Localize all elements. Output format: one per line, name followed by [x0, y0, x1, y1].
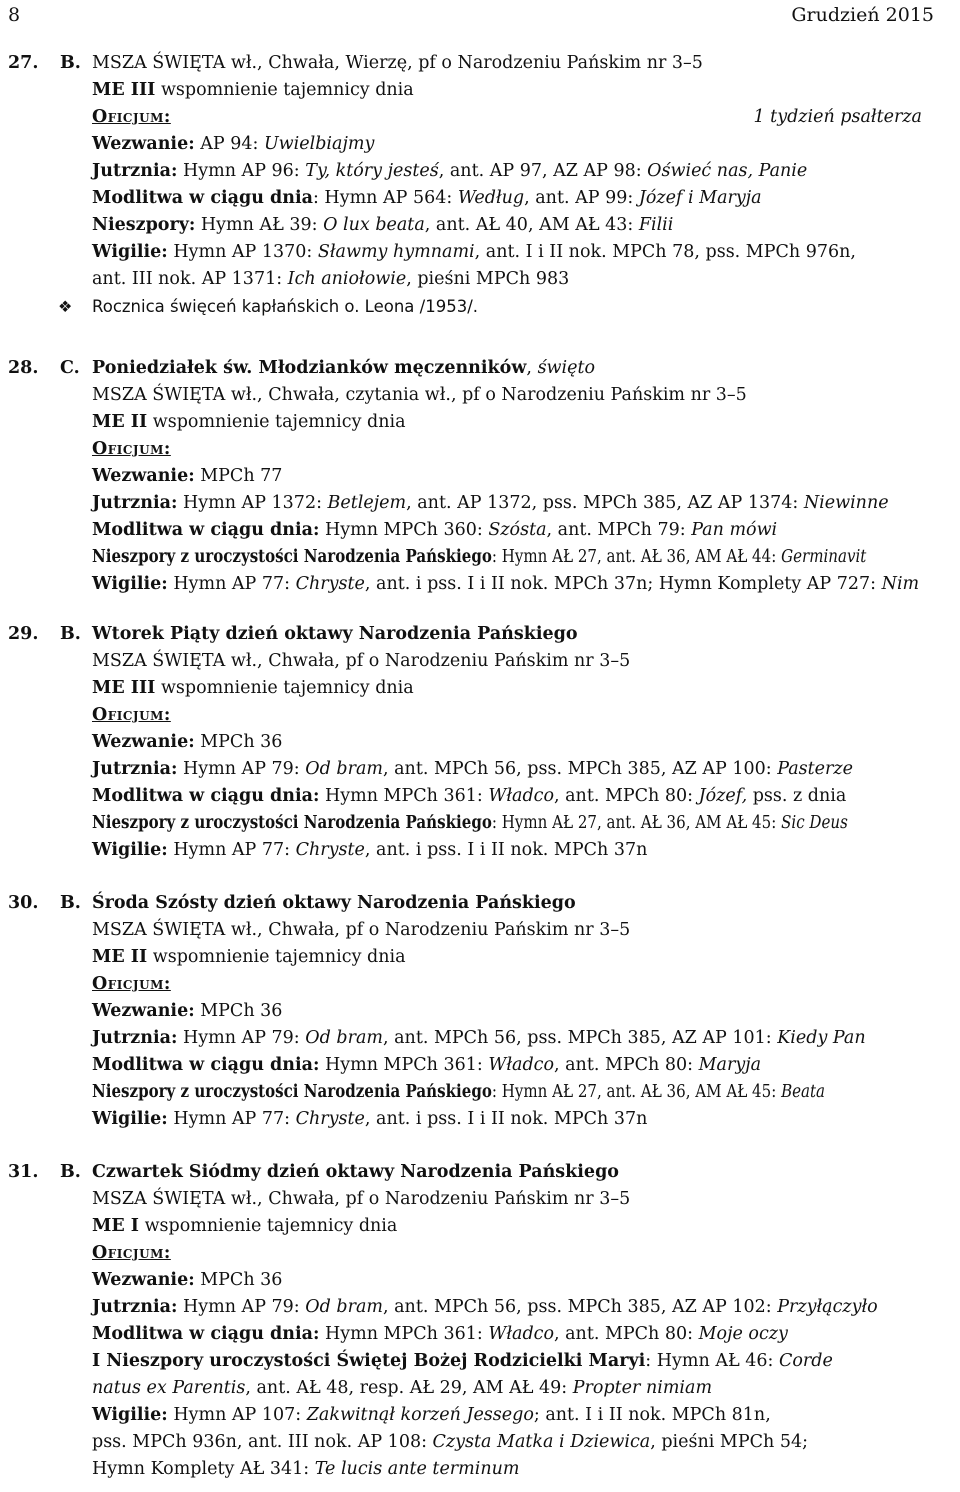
- entry-line: [92, 998, 946, 1025]
- line-italic: Pasterze: [777, 759, 853, 779]
- page-header: [0, 0, 960, 32]
- line-text: ; ant. I i II nok. MPCh 81n,: [533, 1405, 771, 1425]
- line-italic: Corde: [778, 1351, 833, 1371]
- line-italic: Józef,: [698, 786, 748, 806]
- day-number: 28.: [8, 358, 39, 378]
- oficjum-label: Oficjum:: [92, 439, 171, 459]
- line-label: Nieszpory:: [92, 215, 196, 235]
- line-italic: Niewinne: [803, 493, 889, 513]
- entry-line: [92, 1375, 946, 1402]
- line-text: MSZA ŚWIĘTA wł., Chwała, pf o Narodzeniu Pańskim nr 3–5: [92, 920, 631, 940]
- entry-line: [92, 944, 946, 971]
- line-label: Modlitwa w ciągu dnia: [92, 188, 313, 208]
- line-text: , ant. MPCh 56, pss. MPCh 385, AZ AP 100:: [382, 759, 778, 779]
- header-month: Grudzień 2015: [791, 4, 934, 26]
- line-italic: Według: [457, 188, 525, 208]
- line-italic: Chryste: [295, 574, 365, 594]
- line-text: Hymn AŁ 39:: [195, 215, 324, 235]
- line-italic: Uwielbiajmy: [263, 134, 375, 154]
- line-italic: Czysta Matka i Dziewica: [432, 1432, 651, 1452]
- entry-line: [92, 517, 946, 544]
- entry-line: [92, 490, 946, 517]
- entry-line: [92, 1348, 946, 1375]
- line-text: : Hymn AŁ 27, ant. AŁ 36, AM AŁ 44:: [491, 547, 782, 567]
- oficjum-label: Oficjum:: [92, 974, 171, 994]
- entry-line: [92, 1267, 946, 1294]
- line-label: Wezwanie:: [92, 466, 195, 486]
- psalter-week: 1 tydzień psałterza: [753, 107, 922, 127]
- line-label: ME II: [92, 947, 148, 967]
- line-text: Hymn AP 107:: [167, 1405, 307, 1425]
- condensed-line: [92, 1079, 825, 1106]
- line-italic: Oświeć nas, Panie: [647, 161, 808, 181]
- line-italic: Propter nimiam: [572, 1378, 713, 1398]
- line-italic: Szósta: [488, 520, 547, 540]
- entry-line: [92, 621, 946, 648]
- line-text: , ant. MPCh 56, pss. MPCh 385, AZ AP 102:: [382, 1297, 778, 1317]
- line-italic: Józef i Maryja: [638, 188, 762, 208]
- entry-line: [92, 212, 946, 239]
- line-italic: Maryja: [698, 1055, 762, 1075]
- line-italic: Kiedy Pan: [777, 1028, 866, 1048]
- day-letter: B.: [60, 624, 81, 644]
- line-label: Wigilie:: [92, 242, 168, 262]
- line-italic: Zakwitnął korzeń Jessego: [306, 1405, 534, 1425]
- line-italic: Beata: [781, 1082, 826, 1102]
- entry-line: [92, 675, 946, 702]
- entry-line: [92, 756, 946, 783]
- line-text: wspomnienie tajemnicy dnia: [155, 80, 414, 100]
- line-text: , ant. MPCh 80:: [553, 1055, 699, 1075]
- page-number: 8: [8, 4, 21, 26]
- entry-line: [92, 1106, 946, 1133]
- day-number: 30.: [8, 893, 39, 913]
- entry-line: [92, 1321, 946, 1348]
- line-text: , ant. i pss. I i II nok. MPCh 37n: [364, 1109, 648, 1129]
- line-text: pss. MPCh 936n, ant. III nok. AP 108:: [92, 1432, 433, 1452]
- line-italic: Chryste: [295, 840, 365, 860]
- line-text: Hymn AP 79:: [177, 1297, 306, 1317]
- line-text: wspomnienie tajemnicy dnia: [155, 678, 414, 698]
- entry-line: [92, 1186, 946, 1213]
- entry-line: [92, 1079, 946, 1106]
- line-text: MPCh 36: [194, 732, 283, 752]
- line-italic: Ich aniołowie: [287, 269, 407, 289]
- line-label: Wtorek Piąty dzień oktawy Narodzenia Pańskiego: [92, 624, 578, 644]
- entry-line: [92, 158, 946, 185]
- day-number: 31.: [8, 1162, 39, 1182]
- oficjum-label: Oficjum:: [92, 107, 171, 127]
- line-text: , ant. AŁ 40, AM AŁ 43:: [424, 215, 639, 235]
- line-label: Wigilie:: [92, 574, 168, 594]
- line-label: Wezwanie:: [92, 134, 195, 154]
- entry-line: [92, 1025, 946, 1052]
- entry-line: [92, 729, 946, 756]
- entry-line: [92, 1429, 946, 1456]
- line-label: Środa Szósty dzień oktawy Narodzenia Pańskiego: [92, 893, 576, 913]
- line-label: Wezwanie:: [92, 732, 195, 752]
- line-text: wspomnienie tajemnicy dnia: [139, 1216, 398, 1236]
- line-text: ant. III nok. AP 1371:: [92, 269, 288, 289]
- line-italic: Od bram: [305, 759, 383, 779]
- line-text: Hymn Komplety AŁ 341:: [92, 1459, 315, 1479]
- line-text: , ant. AP 97, AZ AP 98:: [438, 161, 648, 181]
- entry-line: [92, 1052, 946, 1079]
- entry-line: [92, 104, 946, 131]
- line-label: Czwartek Siódmy dzień oktawy Narodzenia Pańskiego: [92, 1162, 619, 1182]
- line-text: Hymn MPCh 361:: [319, 1324, 489, 1344]
- line-text: Hymn AP 1370:: [167, 242, 318, 262]
- line-text: : Hymn AP 564:: [312, 188, 458, 208]
- entry-line: [92, 185, 946, 212]
- entry-line: [92, 810, 946, 837]
- line-text: Hymn MPCh 360:: [319, 520, 489, 540]
- line-text: , ant. AŁ 48, resp. AŁ 29, AM AŁ 49:: [245, 1378, 573, 1398]
- entry-line: [92, 917, 946, 944]
- line-text: MPCh 77: [194, 466, 283, 486]
- line-label: Poniedziałek św. Młodzianków męczenników: [92, 358, 527, 378]
- line-italic: Od bram: [305, 1028, 383, 1048]
- entry-line: [92, 266, 946, 293]
- entry-line: [92, 783, 946, 810]
- line-italic: święto: [537, 358, 596, 378]
- entry-line: [92, 648, 946, 675]
- line-italic: Germinavit: [781, 547, 867, 567]
- line-text: MSZA ŚWIĘTA wł., Chwała, pf o Narodzeniu Pańskim nr 3–5: [92, 651, 631, 671]
- line-text: , ant. MPCh 79:: [546, 520, 692, 540]
- line-text: MSZA ŚWIĘTA wł., Chwała, pf o Narodzeniu Pańskim nr 3–5: [92, 1189, 631, 1209]
- line-italic: Nim: [881, 574, 920, 594]
- line-label: Modlitwa w ciągu dnia:: [92, 786, 320, 806]
- entry-line: [92, 239, 946, 266]
- day-letter: B.: [60, 53, 81, 73]
- entry-line: [92, 1240, 946, 1267]
- line-label: Modlitwa w ciągu dnia:: [92, 1324, 320, 1344]
- day-number: 29.: [8, 624, 39, 644]
- line-text: Hymn MPCh 361:: [319, 786, 489, 806]
- line-text: , ant. MPCh 80:: [553, 1324, 699, 1344]
- line-italic: Moje oczy: [698, 1324, 788, 1344]
- entry-line: [92, 571, 946, 598]
- line-text: MSZA ŚWIĘTA wł., Chwała, Wierzę, pf o Narodzeniu Pańskim nr 3–5: [92, 53, 703, 73]
- line-text: , ant. MPCh 56, pss. MPCh 385, AZ AP 101:: [382, 1028, 778, 1048]
- line-text: pss. z dnia: [747, 786, 847, 806]
- entry-line: [92, 1213, 946, 1240]
- entry-line: [92, 355, 946, 382]
- line-label: Wigilie:: [92, 1109, 168, 1129]
- entry-line: [92, 77, 946, 104]
- line-text: : Hymn AŁ 46:: [645, 1351, 779, 1371]
- line-italic: Przyłączyło: [777, 1297, 878, 1317]
- line-italic: Ty, który jesteś: [305, 161, 439, 181]
- line-text: wspomnienie tajemnicy dnia: [147, 947, 406, 967]
- line-text: , ant. AP 99:: [524, 188, 639, 208]
- line-label: I Nieszpory uroczystości Świętej Bożej Rodzicielki Maryi: [92, 1351, 646, 1371]
- line-text: , ant. I i II nok. MPCh 78, pss. MPCh 976n,: [474, 242, 856, 262]
- line-label: Modlitwa w ciągu dnia:: [92, 520, 320, 540]
- day-number: 27.: [8, 53, 39, 73]
- oficjum-label: Oficjum:: [92, 705, 171, 725]
- line-label: ME I: [92, 1216, 139, 1236]
- day-letter: B.: [60, 893, 81, 913]
- line-label: Nieszpory z uroczystości Narodzenia Pańskiego: [92, 1082, 492, 1102]
- entry-line: [92, 50, 946, 77]
- line-text: , pieśni MPCh 983: [406, 269, 570, 289]
- line-label: Wigilie:: [92, 840, 168, 860]
- line-text: MSZA ŚWIĘTA wł., Chwała, czytania wł., pf o Narodzeniu Pańskim nr 3–5: [92, 385, 747, 405]
- line-italic: Chryste: [295, 1109, 365, 1129]
- line-text: , ant. i pss. I i II nok. MPCh 37n; Hymn Komplety AP 727:: [364, 574, 882, 594]
- entry-line: [92, 463, 946, 490]
- entry-line: [92, 837, 946, 864]
- line-italic: Władco: [488, 786, 554, 806]
- line-italic: Od bram: [305, 1297, 383, 1317]
- anniversary-note: Rocznica święceń kapłańskich o. Leona /1953/.: [92, 297, 479, 316]
- line-label: Wezwanie:: [92, 1001, 195, 1021]
- line-label: Jutrznia:: [92, 493, 178, 513]
- line-text: MPCh 36: [194, 1270, 283, 1290]
- entry-line: [92, 1159, 946, 1186]
- line-text: , ant. MPCh 80:: [553, 786, 699, 806]
- diamond-bullet-icon: ❖: [58, 297, 73, 316]
- line-italic: Betlejem: [327, 493, 407, 513]
- line-italic: Sic Deus: [781, 813, 848, 833]
- line-text: AP 94:: [194, 134, 264, 154]
- line-italic: Sławmy hymnami: [317, 242, 475, 262]
- entry-line: [92, 131, 946, 158]
- line-label: Jutrznia:: [92, 1297, 178, 1317]
- oficjum-label: Oficjum:: [92, 1243, 171, 1263]
- line-text: Hymn AP 77:: [167, 1109, 296, 1129]
- entry-line: [92, 1294, 946, 1321]
- line-label: ME II: [92, 412, 148, 432]
- line-text: : Hymn AŁ 27, ant. AŁ 36, AM AŁ 45:: [491, 813, 782, 833]
- line-italic: Te lucis ante terminum: [314, 1459, 520, 1479]
- line-text: wspomnienie tajemnicy dnia: [147, 412, 406, 432]
- line-text: Hymn AP 96:: [177, 161, 306, 181]
- line-italic: natus ex Parentis: [92, 1378, 246, 1398]
- line-text: , pieśni MPCh 54;: [650, 1432, 808, 1452]
- entry-line: [92, 436, 946, 463]
- line-label: ME III: [92, 678, 156, 698]
- line-italic: Władco: [488, 1055, 554, 1075]
- entry-line: [92, 1402, 946, 1429]
- line-italic: Filii: [638, 215, 674, 235]
- line-text: Hymn MPCh 361:: [319, 1055, 489, 1075]
- line-italic: Władco: [488, 1324, 554, 1344]
- line-text: Hymn AP 79:: [177, 1028, 306, 1048]
- day-letter: B.: [60, 1162, 81, 1182]
- entry-line: [92, 382, 946, 409]
- line-label: Wezwanie:: [92, 1270, 195, 1290]
- line-label: Jutrznia:: [92, 759, 178, 779]
- line-text: MPCh 36: [194, 1001, 283, 1021]
- line-italic: O lux beata: [323, 215, 425, 235]
- line-label: Jutrznia:: [92, 1028, 178, 1048]
- line-text: , ant. i pss. I i II nok. MPCh 37n: [364, 840, 648, 860]
- entry-line: [92, 890, 946, 917]
- line-label: ME III: [92, 80, 156, 100]
- line-label: Jutrznia:: [92, 161, 178, 181]
- line-text: Hymn AP 1372:: [177, 493, 328, 513]
- line-label: Modlitwa w ciągu dnia:: [92, 1055, 320, 1075]
- line-text: Hymn AP 77:: [167, 574, 296, 594]
- condensed-line: [92, 544, 866, 571]
- line-text: : Hymn AŁ 27, ant. AŁ 36, AM AŁ 45:: [491, 1082, 782, 1102]
- entry-line: [92, 702, 946, 729]
- line-text: Hymn AP 79:: [177, 759, 306, 779]
- line-italic: Pan mówi: [691, 520, 778, 540]
- entry-line: [92, 409, 946, 436]
- line-text: ,: [526, 358, 538, 378]
- line-label: Wigilie:: [92, 1405, 168, 1425]
- entry-line: [92, 971, 946, 998]
- entry-line: [92, 1456, 946, 1483]
- line-label: Nieszpory z uroczystości Narodzenia Pańskiego: [92, 547, 492, 567]
- day-letter: C.: [60, 358, 80, 378]
- line-text: , ant. AP 1372, pss. MPCh 385, AZ AP 1374:: [406, 493, 804, 513]
- line-label: Nieszpory z uroczystości Narodzenia Pańskiego: [92, 813, 492, 833]
- entry-line: [92, 293, 946, 320]
- entry-line: [92, 544, 946, 571]
- line-text: Hymn AP 77:: [167, 840, 296, 860]
- condensed-line: [92, 810, 848, 837]
